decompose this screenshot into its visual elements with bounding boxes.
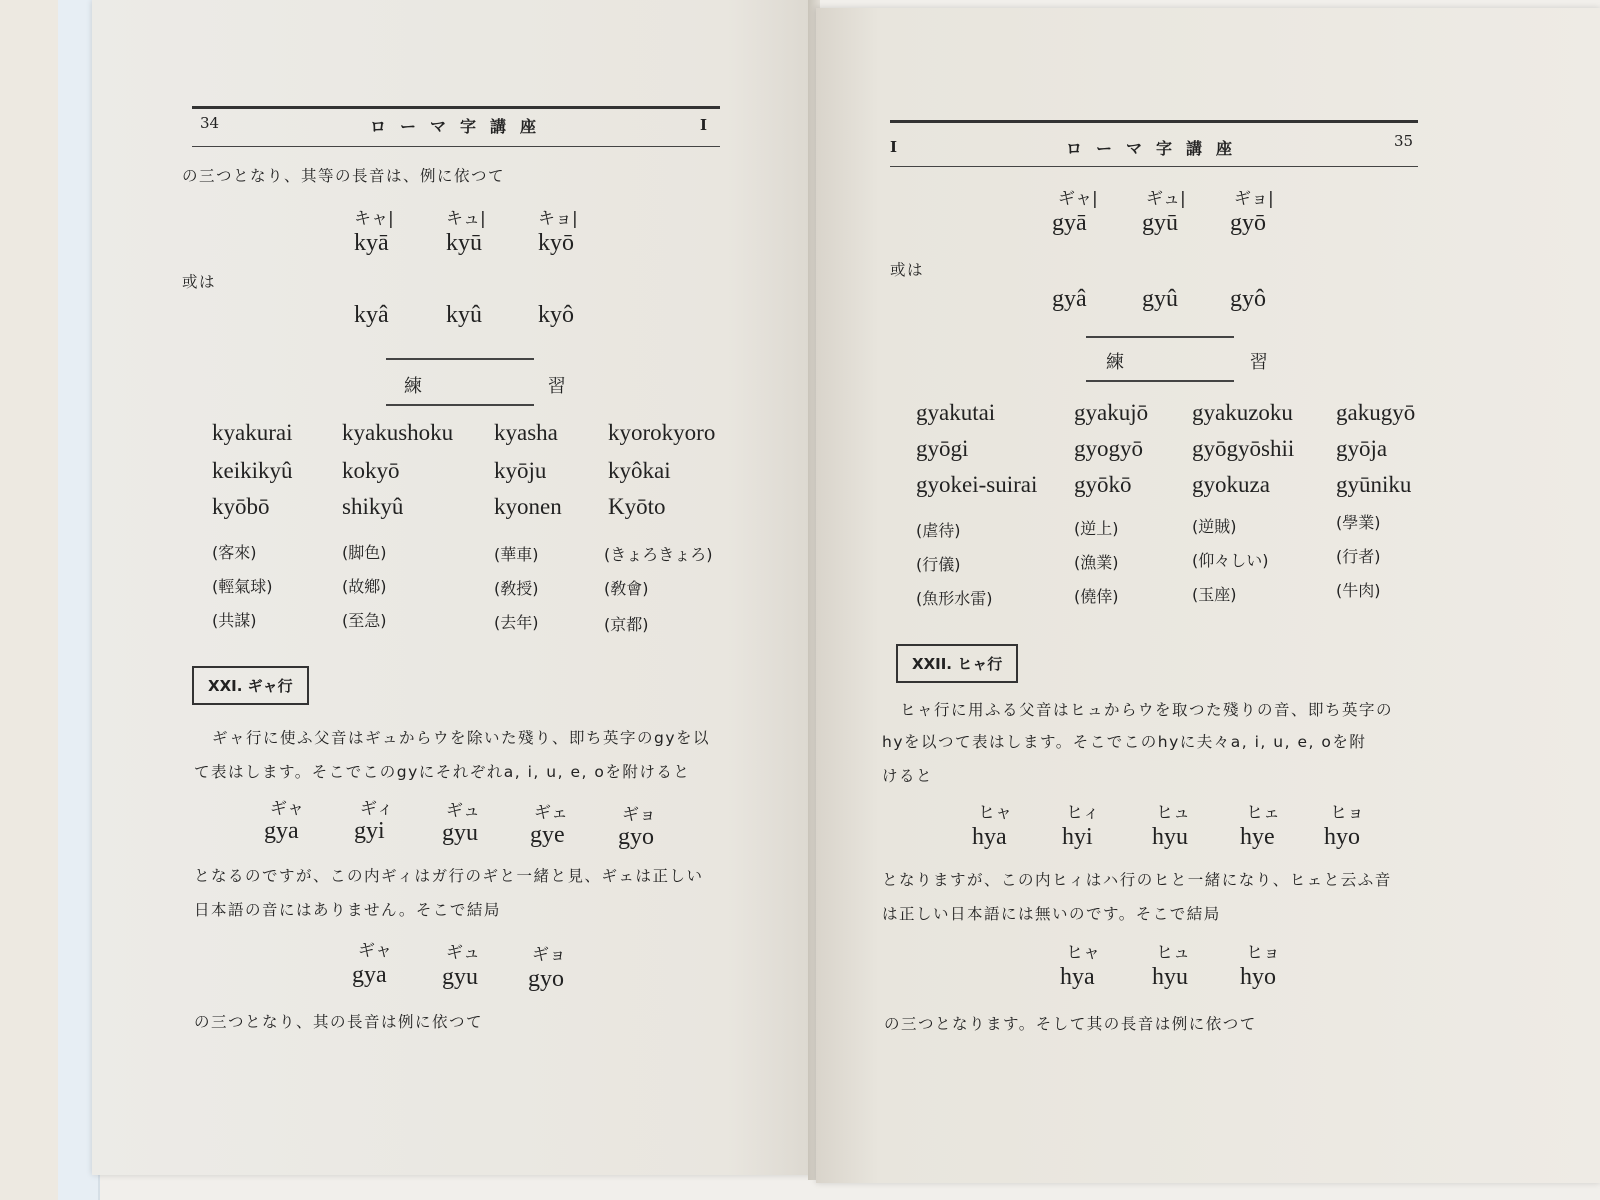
left-row-kana: ギュ — [446, 801, 480, 821]
right-row-kana: ヒャ — [978, 803, 1012, 823]
section-heading-xxii — [896, 644, 1018, 683]
left-page — [92, 0, 814, 1175]
right-para1-line1: ヒャ行に用ふる父音はヒュからウを取つた殘りの音、即ち英字の — [900, 701, 1394, 719]
left-para2-line2: 日本語の音にはありません。そこで結局 — [194, 901, 501, 919]
left-row-kana: ギィ — [360, 799, 394, 819]
left-grid-word: Kyōto — [608, 494, 666, 519]
right-grid-word: gyokuza — [1192, 472, 1270, 497]
left-gloss: (去年) — [494, 613, 539, 632]
left-gloss: (脚色) — [342, 543, 387, 562]
right-row-kana: ヒュ — [1156, 803, 1190, 823]
left-long-roma-3: kyō — [538, 230, 574, 256]
right-gloss: (魚形水雷) — [916, 589, 993, 608]
right-row-roma: hyu — [1152, 824, 1188, 850]
left-gloss: (敎會) — [604, 579, 649, 598]
right-gloss: (行者) — [1336, 547, 1381, 566]
left-para1-line2: て表はします。そこでこのgyにそれぞれa, i, u, e, oを附けると — [194, 763, 691, 781]
section-label: XXI. ギャ行 — [208, 677, 293, 695]
right-grid-word: gyogyō — [1074, 436, 1143, 461]
left-grid-word: shikyû — [342, 494, 404, 519]
right-page-number: 35 — [1394, 132, 1414, 150]
right-closing-line: の三つとなります。そして其の長音は例に依つて — [884, 1015, 1257, 1033]
left-long-roma-2: kyū — [446, 230, 482, 256]
right-row-roma: hye — [1240, 824, 1275, 850]
left-closing-line: の三つとなり、其の長音は例に依つて — [194, 1013, 484, 1031]
right-or-label: 或は — [890, 261, 925, 279]
left-row-roma: gyu — [442, 820, 478, 846]
left-row-roma: gyo — [618, 824, 654, 850]
right-header-mark: I — [890, 138, 898, 156]
left-final-roma: gyu — [442, 964, 478, 990]
right-final-kana: ヒョ — [1246, 943, 1280, 963]
left-header-mark: I — [700, 116, 708, 134]
left-row-roma: gya — [264, 818, 299, 844]
right-row-kana: ヒィ — [1066, 803, 1100, 823]
right-grid-word: gyūniku — [1336, 472, 1412, 497]
left-or-label: 或は — [182, 273, 217, 291]
right-page — [816, 8, 1600, 1183]
left-circ-roma-2: kyû — [446, 302, 482, 328]
left-long-kana-1: キャ| — [354, 209, 394, 229]
left-gloss: (客來) — [212, 543, 257, 562]
right-row-kana: ヒェ — [1246, 803, 1280, 823]
left-final-roma: gyo — [528, 966, 564, 992]
header-rule-bottom — [192, 146, 720, 147]
left-grid-word: kyôkai — [608, 458, 671, 483]
practice-rule-top — [386, 358, 534, 360]
right-final-kana: ヒャ — [1066, 943, 1100, 963]
left-long-kana-2: キュ| — [446, 209, 486, 229]
section-heading-xxi — [192, 666, 309, 705]
background-left-edge — [0, 0, 58, 1200]
left-grid-word: kyonen — [494, 494, 562, 519]
right-para2-line2: は正しい日本語には無いのです。そこで結局 — [882, 905, 1221, 923]
right-gloss: (牛肉) — [1336, 581, 1381, 600]
left-grid-word: kyasha — [494, 420, 558, 445]
right-gloss: (學業) — [1336, 513, 1381, 532]
right-final-roma: hya — [1060, 964, 1095, 990]
right-long-kana-1: ギャ| — [1058, 189, 1098, 209]
right-grid-word: gyakuzoku — [1192, 400, 1293, 425]
left-grid-word: kyorokyoro — [608, 420, 716, 445]
left-grid-word: keikikyû — [212, 458, 293, 483]
right-circ-roma-3: gyô — [1230, 286, 1266, 312]
right-grid-word: gyōkō — [1074, 472, 1132, 497]
left-gloss: (華車) — [494, 545, 539, 564]
left-header-title: ローマ字講座 — [370, 117, 551, 136]
right-practice-label: 練 習 — [1106, 352, 1328, 373]
right-long-kana-2: ギュ| — [1146, 189, 1186, 209]
right-gloss: (行儀) — [916, 555, 961, 574]
right-grid-word: gyakutai — [916, 400, 996, 425]
left-grid-word: kyōju — [494, 458, 547, 483]
practice-rule-bottom — [1086, 380, 1234, 382]
left-row-roma: gyi — [354, 818, 385, 844]
left-grid-word: kokyō — [342, 458, 400, 483]
right-long-roma-1: gyā — [1052, 210, 1087, 236]
right-header-title: ローマ字講座 — [1066, 139, 1247, 158]
right-final-kana: ヒュ — [1156, 943, 1190, 963]
left-gloss: (敎授) — [494, 579, 539, 598]
practice-rule-top — [1086, 336, 1234, 338]
left-grid-word: kyakurai — [212, 420, 293, 445]
right-final-roma: hyo — [1240, 964, 1276, 990]
left-practice-label: 練 習 — [404, 376, 626, 397]
right-gloss: (逆賊) — [1192, 517, 1237, 536]
header-rule-bottom — [890, 166, 1418, 167]
right-grid-word: gyōgi — [916, 436, 969, 461]
right-gloss: (僥倖) — [1074, 587, 1119, 606]
right-grid-word: gakugyō — [1336, 400, 1416, 425]
left-circ-roma-1: kyâ — [354, 302, 389, 328]
right-row-roma: hyo — [1324, 824, 1360, 850]
left-row-kana: ギェ — [534, 803, 568, 823]
section-label: XXII. ヒャ行 — [912, 655, 1003, 673]
left-page-number: 34 — [200, 114, 220, 132]
right-gloss: (漁業) — [1074, 553, 1119, 572]
left-gloss: (きょろきょろ) — [604, 545, 713, 564]
left-row-kana: ギャ — [270, 799, 304, 819]
right-grid-word: gyōja — [1336, 436, 1388, 461]
left-circ-roma-3: kyô — [538, 302, 574, 328]
left-para2-line1: となるのですが、この内ギィはガ行のギと一緒と見、ギェは正しい — [194, 867, 704, 885]
header-rule-top — [890, 120, 1418, 123]
right-long-kana-3: ギョ| — [1234, 189, 1274, 209]
right-long-roma-2: gyū — [1142, 210, 1178, 236]
left-final-roma: gya — [352, 962, 387, 988]
right-gloss: (仰々しい) — [1192, 551, 1269, 570]
right-gloss: (逆上) — [1074, 519, 1119, 538]
right-gloss: (虐待) — [916, 521, 961, 540]
right-grid-word: gyōgyōshii — [1192, 436, 1295, 461]
right-grid-word: gyakujō — [1074, 400, 1149, 425]
left-grid-word: kyōbō — [212, 494, 270, 519]
right-circ-roma-2: gyû — [1142, 286, 1178, 312]
left-gloss: (至急) — [342, 611, 387, 630]
left-final-kana: ギョ — [532, 945, 566, 965]
right-row-roma: hyi — [1062, 824, 1093, 850]
left-long-kana-3: キョ| — [538, 209, 578, 229]
left-row-roma: gye — [530, 822, 565, 848]
right-final-roma: hyu — [1152, 964, 1188, 990]
practice-rule-bottom — [386, 404, 534, 406]
left-gloss: (京都) — [604, 615, 649, 634]
left-intro-line: の三つとなり、其等の長音は、例に依つて — [182, 167, 506, 185]
right-circ-roma-1: gyâ — [1052, 286, 1087, 312]
left-final-kana: ギャ — [358, 941, 392, 961]
left-gloss: (輕氣球) — [212, 577, 273, 596]
left-gloss: (故鄕) — [342, 577, 387, 596]
left-para1-line1: ギャ行に使ふ父音はギュからウを除いた殘り、即ち英字のgyを以 — [212, 729, 711, 747]
left-grid-word: kyakushoku — [342, 420, 454, 445]
right-row-kana: ヒョ — [1330, 803, 1364, 823]
right-grid-word: gyokei-suirai — [916, 472, 1038, 497]
right-row-roma: hya — [972, 824, 1007, 850]
right-para1-line2: hyを以つて表はします。そこでこのhyに夫々a, i, u, e, oを附 — [882, 733, 1367, 751]
left-long-roma-1: kyā — [354, 230, 389, 256]
header-rule-top — [192, 106, 720, 109]
left-final-kana: ギュ — [446, 943, 480, 963]
right-gloss: (玉座) — [1192, 585, 1237, 604]
left-gloss: (共謀) — [212, 611, 257, 630]
left-row-kana: ギョ — [622, 805, 656, 825]
right-para2-line1: となりますが、この内ヒィはハ行のヒと一緒になり、ヒェと云ふ音 — [882, 871, 1392, 889]
right-para1-line3: けると — [882, 767, 934, 785]
right-long-roma-3: gyō — [1230, 210, 1266, 236]
